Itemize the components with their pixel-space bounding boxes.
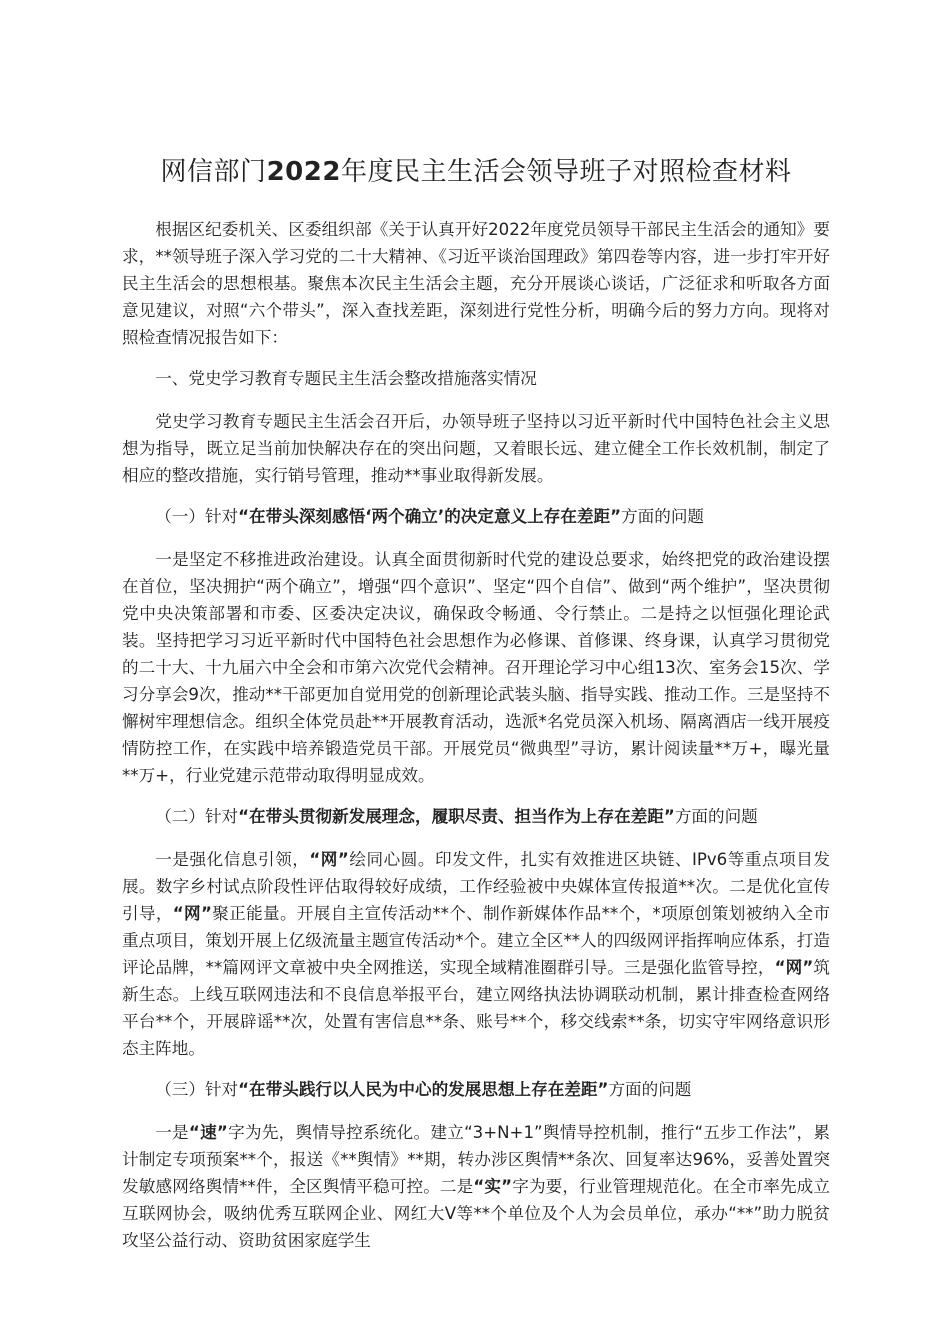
subsection1-body: 一是坚定不移推进政治建设。认真全面贯彻新时代党的建设总要求，始终把党的政治建设摆在首位，坚决拥护“两个确立”，增强“四个意识”、坚定“四个自信”、做到“两个维护”，坚决贯彻党中央决策部署和市委、区委决定决议，确保政令畅通、令行禁止。二是持之以恒强化理论武装。坚持把学习习近平新时代中国特色社会思想作为必修课、首修课、终身课，认真学习贯彻党的二十大、十九届六中全会和市第六次党代会精神。召开理论学习中心组13次、室务会15次、学习分享会9次，推动**干部更加自觉用党的创新理论武装头脑、指导实践、推动工作。三是坚持不懈树牢理想信念。组织全体党员赴**开展教育活动，选派*名党员深入机场、隔离酒店一线开展疫情防控工作，在实践中培养锻造党员干部。开展党员“微典型”寻访，累计阅读量**万+，曝光量**万+，行业党建示范带动取得明显成效。 (122, 550, 830, 785)
sub3-part1: 一是 (155, 1123, 189, 1142)
section1-intro-paragraph: 党史学习教育专题民主生活会召开后，办领导班子坚持以习近平新时代中国特色社会主义思想为指导，既立足当前加快解决存在的突出问题，又着眼长远、建立健全工作长效机制，制定了相应的整改措施，实行销号管理，推动**事业取得新发展。 (122, 412, 830, 485)
sub3-part3: 字为要，行业管理规范化。在全市率先成立互联网协会，吸纳优秀互联网企业、网红大V等**个单位及个人为会员单位，承办“**”助力脱贫攻坚公益行动、资助贫困家庭学生 (122, 1177, 831, 1250)
subsection2-prefix: （二）针对 (155, 807, 239, 826)
subsection3-body (122, 1119, 830, 1254)
sub2-bold3: “网” (774, 958, 814, 977)
subsection2-body (122, 846, 830, 1062)
intro-paragraph: 根据区纪委机关、区委组织部《关于认真开好2022年度党员领导干部民主生活会的通知》要求，**领导班子深入学习党的二十大精神、《习近平谈治国理政》第四卷等内容，进一步打牢开好民主生活会的思想根基。聚焦本次民主生活会主题，充分开展谈心谈话，广泛征求和听取各方面意见建议，对照“六个带头”，深入查找差距，深刻进行党性分析，明确今后的努力方向。现将对照检查情况报告如下： (122, 220, 830, 347)
sub2-bold2: “网” (172, 904, 212, 923)
subsection3-bold: “在带头践行以人民为中心的发展思想上存在差距” (238, 1080, 609, 1099)
sub2-part2: 绘同心圆。印发文件，扎实有效推进区块链、IPv6等重点项目发展。数字乡村试点阶段性评估取得较好成绩，工作经验被中央媒体宣传报道**次。二是优化宣传引导， (122, 850, 831, 923)
subsection1-heading (122, 503, 830, 530)
subsection3-suffix: 方面的问题 (608, 1080, 692, 1099)
subsection1-suffix: 方面的问题 (621, 507, 705, 526)
subsection1-bold: “在带头深刻感悟‘两个确立’的决定意义上存在差距” (238, 507, 622, 526)
sub2-bold1: “网” (309, 850, 349, 869)
sub2-part1: 一是强化信息引领， (155, 850, 310, 869)
subsection2-suffix: 方面的问题 (674, 807, 758, 826)
section1-heading: 一、党史学习教育专题民主生活会整改措施落实情况 (155, 369, 537, 388)
sub3-bold2: “实” (473, 1177, 513, 1196)
subsection3-heading (122, 1076, 830, 1103)
subsection1-prefix: （一）针对 (155, 507, 239, 526)
sub2-part4: 筑新生态。上线互联网违法和不良信息举报平台，建立网络执法协调联动机制，累计排查检查网络平台**个，开展辟谣**次，处置有害信息**条、账号**个，移交线索**条，切实守牢网络意识形态主阵地。 (122, 958, 831, 1058)
document-title (122, 150, 830, 194)
title-year: 2022 (266, 157, 341, 187)
document-page (122, 150, 830, 1268)
sub3-part2: 字为先，舆情导控系统化。建立“3+N+1”舆情导控机制，推行“五步工作法”，累计制定专项预案**个，报送《**舆情》**期，转办涉区舆情**条次、回复率达96%，妥善处置突发敏感网络舆情**件，全区舆情平稳可控。二是 (122, 1123, 831, 1196)
subsection2-bold: “在带头贯彻新发展理念，履职尽责、担当作为上存在差距” (238, 807, 675, 826)
subsection3-prefix: （三）针对 (155, 1080, 239, 1099)
subsection2-heading (122, 803, 830, 830)
title-suffix: 年度民主生活会领导班子对照检查材料 (340, 157, 792, 187)
sub2-part3: 聚正能量。开展自主宣传活动**个、制作新媒体作品**个，*项原创策划被纳入全市重点项目，策划开展上亿级流量主题宣传活动*个。建立全区**人的四级网评指挥响应体系，打造评论品牌，**篇网评文章被中央全网推送，实现全域精准圈群引导。三是强化监管导控， (122, 904, 831, 977)
sub3-bold1: “速” (188, 1123, 228, 1142)
title-prefix: 网信部门 (160, 157, 267, 187)
